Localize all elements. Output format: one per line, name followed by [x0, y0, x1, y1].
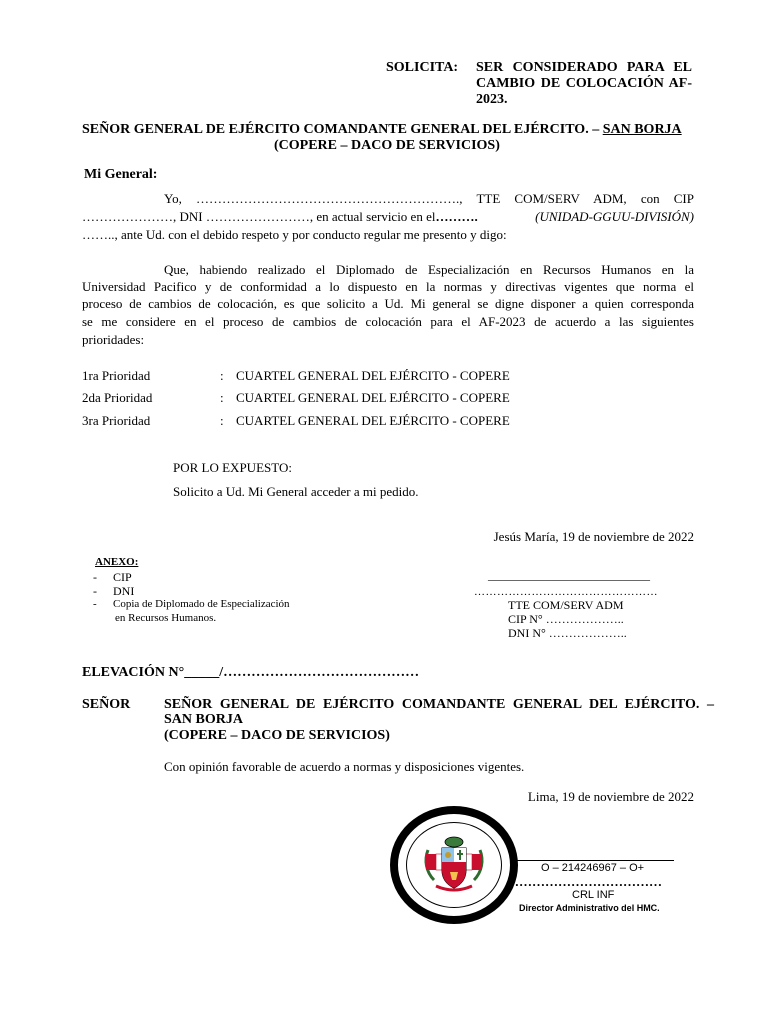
director-rank: CRL INF [572, 889, 615, 901]
closing-request: Solicito a Ud. Mi General acceder a mi pedido. [173, 484, 419, 499]
intro-line-2c: (UNIDAD-GGUU-DIVISIÓN) [535, 209, 694, 224]
priority-3-label: 3ra Prioridad [82, 413, 151, 428]
intro-line-1: Yo, ……………………………………………………., TTE COM/SERV ADM, con CIP [164, 191, 694, 206]
body-line-3: proceso de cambios de colocación, es que solicito a Ud. Mi general se digne disponer a quien corresponda [82, 296, 694, 311]
senor-opinion: Con opinión favorable de acuerdo a normas y disposiciones vigentes. [164, 759, 525, 774]
priority-2-sep: : [220, 390, 224, 405]
addressee-underlined: SAN BORJA [602, 122, 682, 137]
addressee-line-1 [82, 122, 682, 138]
anexo-bullet-2: - [93, 584, 97, 598]
anexo-item-diploma-cont: en Recursos Humanos. [115, 612, 217, 624]
priority-1-sep: : [220, 368, 224, 383]
anexo-item-cip: CIP [113, 570, 132, 584]
priority-1-label: 1ra Prioridad [82, 368, 151, 383]
priority-2-value: CUARTEL GENERAL DEL EJÉRCITO - COPERE [236, 390, 510, 405]
applicant-signature-line: ___________________________ [488, 568, 650, 582]
anexo-item-dni: DNI [113, 584, 135, 598]
applicant-dni: DNI N° ……………….. [508, 626, 627, 640]
body-line-1: Que, habiendo realizado el Diplomado de Especialización en Recursos Humanos en la [164, 262, 694, 277]
priority-3-sep: : [220, 413, 224, 428]
salutation: Mi General: [84, 167, 158, 182]
coat-of-arms-icon [420, 830, 488, 896]
elevacion-number: ELEVACIÓN N°_____/…………………………………… [82, 665, 420, 680]
director-title: Director Administrativo del HMC. [519, 903, 660, 913]
priority-1-value: CUARTEL GENERAL DEL EJÉRCITO - COPERE [236, 368, 510, 383]
solicita-line-2: CAMBIO DE COLOCACIÓN AF- [476, 76, 692, 91]
solicita-line-1: SER CONSIDERADO PARA EL [476, 60, 692, 75]
solicita-line-3: 2023. [476, 92, 508, 107]
por-lo-expuesto: POR LO EXPUESTO: [173, 460, 292, 475]
applicant-place-date: Jesús María, 19 de noviembre de 2022 [493, 529, 694, 544]
director-place-date: Lima, 19 de noviembre de 2022 [527, 789, 694, 804]
senor-line-2: SAN BORJA [164, 712, 243, 727]
addressee-main: SEÑOR GENERAL DE EJÉRCITO COMANDANTE GENERAL DEL EJÉRCITO. – [82, 122, 600, 137]
senor-line-3: (COPERE – DACO DE SERVICIOS) [164, 728, 390, 743]
applicant-rank: TTE COM/SERV ADM [508, 598, 624, 612]
director-code: O – 214246967 – O+ [541, 862, 645, 874]
intro-line-2a: …………………, DNI ……………………, en actual servicio en el [82, 209, 436, 224]
director-signature-dots: ……………………………… [506, 874, 662, 889]
intro-line-3: …….., ante Ud. con el debido respeto y por conducto regular me presento y digo: [82, 227, 507, 242]
solicita-label: SOLICITA: [386, 60, 459, 75]
director-signature-line [514, 860, 674, 861]
anexo-item-diploma: Copia de Diplomado de Especialización [113, 598, 290, 610]
senor-line-1: SEÑOR GENERAL DE EJÉRCITO COMANDANTE GENERAL DEL EJÉRCITO. – [164, 697, 714, 712]
priority-3-value: CUARTEL GENERAL DEL EJÉRCITO - COPERE [236, 413, 510, 428]
intro-line-2b: ………. [435, 209, 478, 224]
anexo-bullet-1: - [93, 570, 97, 584]
priority-2-label: 2da Prioridad [82, 390, 153, 405]
anexo-title: ANEXO: [95, 556, 139, 568]
addressee-line-2: (COPERE – DACO DE SERVICIOS) [274, 138, 500, 153]
body-line-4: se me considere en el proceso de cambios de colocación para el AF-2023 de acuerdo a las siguientes [82, 314, 694, 329]
applicant-signature-dots: ………………………………………… [474, 586, 658, 598]
anexo-bullet-3: - [93, 598, 97, 610]
body-line-5: prioridades: [82, 332, 145, 347]
senor-label: SEÑOR [82, 697, 131, 712]
body-line-2: Universidad Pacifico y de conformidad a lo dispuesto en la normas y directivas vigentes que norma el [82, 279, 694, 294]
applicant-cip: CIP N° ……………….. [508, 612, 624, 626]
intro-line-2 [82, 209, 694, 225]
